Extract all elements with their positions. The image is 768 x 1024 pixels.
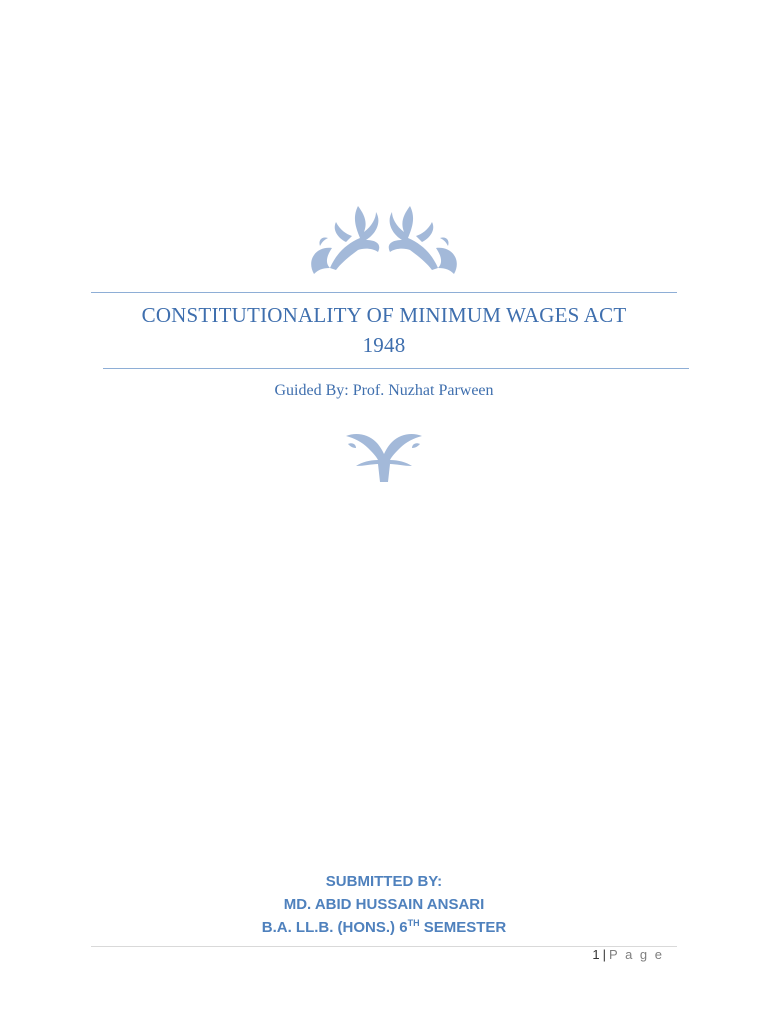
document-title [100,300,668,360]
submission-block [100,870,668,939]
floral-flourish-icon [306,198,462,280]
title-line-1: CONSTITUTIONALITY OF MINIMUM WAGES ACT [141,303,627,327]
title-top-rule [91,292,677,293]
page-number: 1 [592,947,600,962]
author-name: MD. ABID HUSSAIN ANSARI [283,896,485,913]
course-suffix: SEMESTER [419,919,507,936]
title-line-2: 1948 [362,333,406,357]
fleuron-icon [342,430,426,484]
page-label: P a g e [609,947,664,962]
guided-by-text: Guided By: Prof. Nuzhat Parween [274,382,494,399]
title-bottom-rule [103,368,689,369]
course-superscript: TH [407,918,420,928]
submitted-by-label: SUBMITTED BY: [325,873,443,890]
page-footer [560,947,664,962]
course-prefix: B.A. LL.B. (HONS.) 6 [261,919,408,936]
course-line [100,916,668,939]
footer-separator: | [602,947,607,962]
